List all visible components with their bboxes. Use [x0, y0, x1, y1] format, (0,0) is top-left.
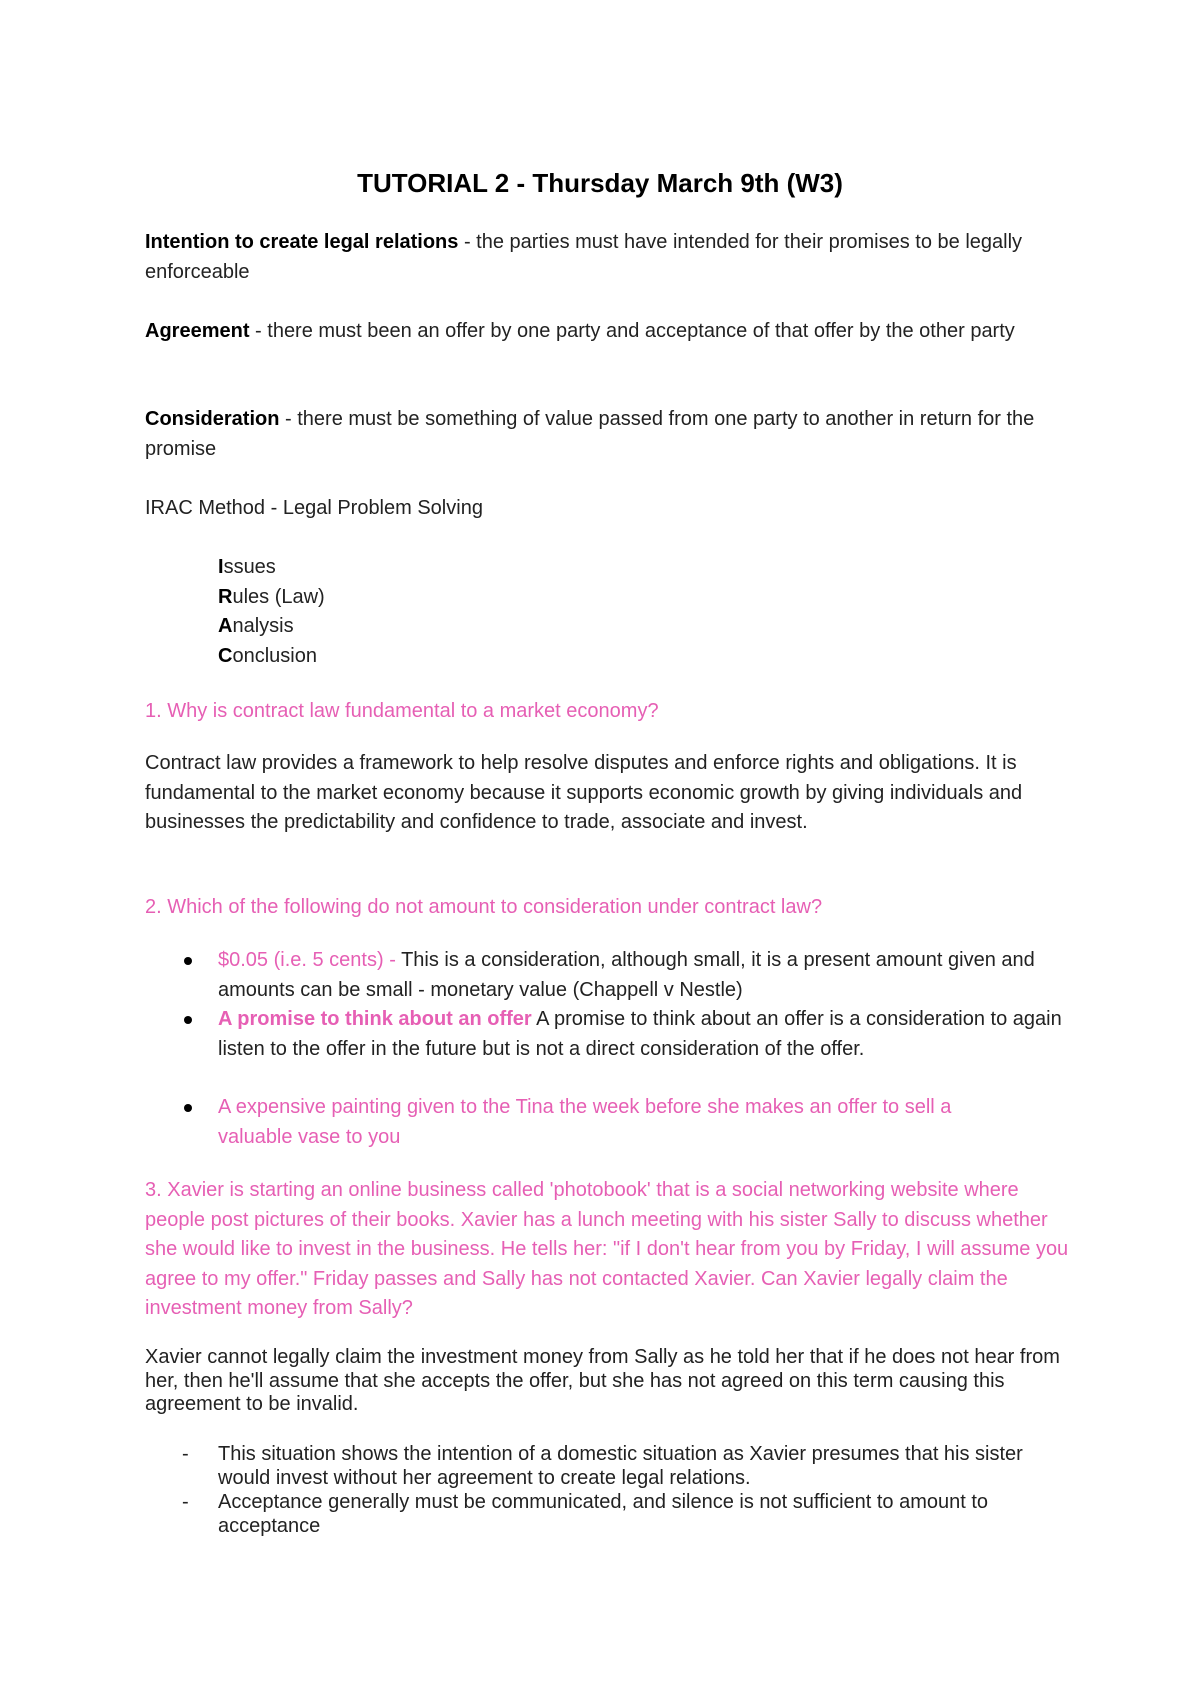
question-3: 3. Xavier is starting an online business called 'photobook' that is a social networking website where people post pictures of their books. Xavier has a lunch meeting with his sister Sally to discuss whether she would like to invest in the business. He tells her: "if I don't hear from you by Friday, I will assume you agree to my offer." Friday passes and Sally has not contacted Xavier. Can Xavier legally claim the investment money from Sally? [145, 1179, 1069, 1319]
irac-word: ules (Law) [232, 585, 325, 608]
definition-term: Agreement [145, 320, 250, 342]
dash-marker: - [182, 1491, 189, 1513]
list-item [218, 946, 1078, 1005]
irac-word: ssues [223, 556, 276, 578]
list-item [218, 1005, 1078, 1064]
answer-3: Xavier cannot legally claim the investment money from Sally as he told her that if he does not hear from her, then he'll assume that she accepts the offer, but she has not agreed on this term causing this agreement to be invalid. [145, 1346, 1060, 1415]
definition-consideration [145, 405, 1075, 464]
definition-text: - there must be something of value passed from one party to another in return for the promise [145, 408, 1035, 460]
irac-letter: A [218, 615, 233, 637]
irac-word: nalysis [232, 615, 294, 637]
answer-1: Contract law provides a framework to help resolve disputes and enforce rights and obligations. It is fundamental to the market economy because it supports economic growth by giving individuals and businesses the predictability and confidence to trade, associate and invest. [145, 752, 1023, 833]
list-item [182, 1491, 1078, 1538]
list-item [218, 1093, 958, 1152]
bullet-icon [184, 1016, 192, 1024]
irac-letter: R [218, 585, 233, 608]
question-1: 1. Why is contract law fundamental to a market economy? [145, 700, 659, 722]
bullet-text: A promise to think about an offer is a consideration to again listen to the offer in the future but is not a direct consideration of the offer. [218, 1008, 1062, 1060]
bullet-lead: A expensive painting given to the Tina the week before she makes an offer to sell a valuable vase to you [218, 1096, 952, 1148]
irac-item [218, 553, 325, 583]
definition-term: Intention to create legal relations [145, 231, 459, 253]
question-2: 2. Which of the following do not amount to consideration under contract law? [145, 896, 823, 918]
definition-term: Consideration [145, 408, 280, 430]
bullet-text: This is a consideration, although small, it is a present amount given and amounts can be small - monetary value (Chappell v Nestle) [218, 949, 1035, 1001]
bullet-icon [184, 957, 192, 965]
irac-list [218, 553, 325, 671]
irac-heading: IRAC Method - Legal Problem Solving [145, 497, 483, 519]
definition-text: - the parties must have intended for their promises to be legally enforceable [145, 231, 1023, 283]
bullet-icon [184, 1104, 192, 1112]
point-text: Acceptance generally must be communicated, and silence is not sufficient to amount to acceptance [218, 1491, 989, 1537]
dash-marker: - [182, 1443, 189, 1465]
point-text: This situation shows the intention of a domestic situation as Xavier presumes that his sister would invest without her agreement to create legal relations. [218, 1443, 1023, 1489]
bullet-lead: $0.05 (i.e. 5 cents) - [218, 949, 402, 971]
definition-text: - there must been an offer by one party and acceptance of that offer by the other party [249, 320, 1015, 342]
irac-letter: C [218, 644, 233, 667]
definition-agreement [145, 317, 1075, 347]
page-title: TUTORIAL 2 - Thursday March 9th (W3) [357, 168, 843, 198]
irac-item [218, 642, 325, 672]
list-item [182, 1443, 1078, 1490]
irac-letter: I [218, 556, 224, 578]
irac-item [218, 612, 325, 642]
irac-item [218, 583, 325, 613]
definition-intention [145, 228, 1075, 287]
bullet-lead: A promise to think about an offer [218, 1008, 532, 1030]
irac-word: onclusion [232, 644, 317, 667]
